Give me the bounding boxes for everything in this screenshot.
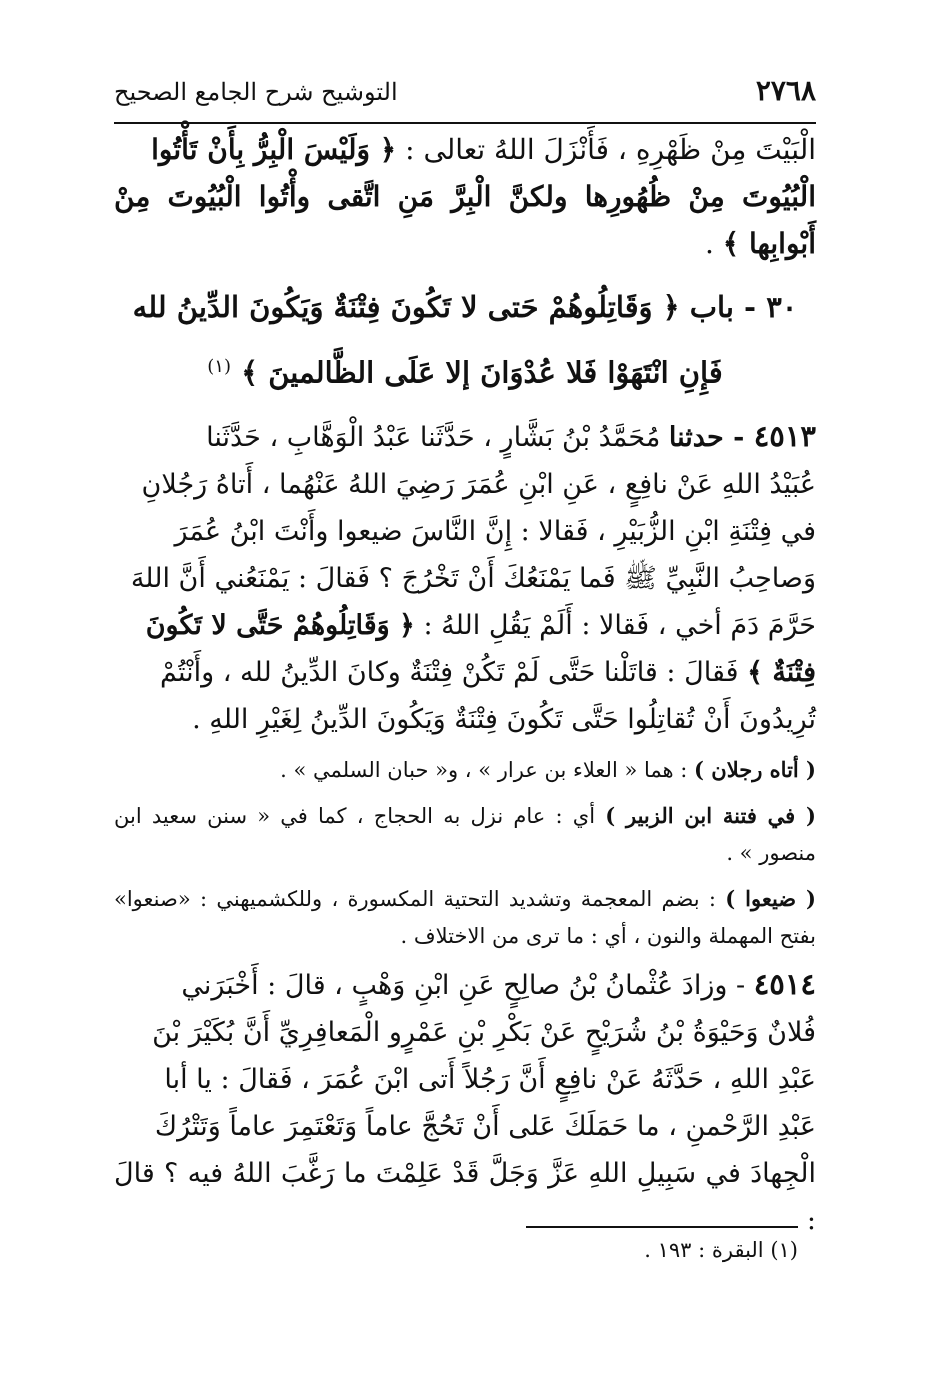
- quranic-verse: ﴿ وَلَيْسَ الْبِرُّ بِأَنْ تَأْتُوا: [151, 133, 397, 166]
- hadith-line: تُرِيدُونَ أَنْ تُقاتِلُوا حَتَّى تَكُونَ فِتْنَةٌ وَيَكُونَ الدِّينُ لِغَيْرِ اللهِ .: [192, 703, 816, 735]
- page-header: [114, 66, 816, 122]
- intro-line-2: الْبُيُوتَ مِنْ ظُهُورِها ولكنَّ الْبِرَّ مَنِ اتَّقى وأْتُوا الْبُيُوتَ مِنْ أَبْوابِها ﴾ .: [114, 180, 816, 260]
- commentary-keyword: ( أتاه رجلان ): [694, 756, 816, 782]
- commentary-note: ( في فتنة ابن الزبير ) أي : عام نزل به الحجاج ، كما في « سنن سعيد ابن منصور » .: [114, 802, 816, 865]
- hadith-4514: [114, 961, 816, 1244]
- hadith-line: الْجِهادَ في سَبِيلِ اللهِ عَزَّ وَجَلَّ قَدْ عَلِمْتَ ما رَغَّبَ اللهُ فيه ؟ قالَ :: [114, 1157, 816, 1236]
- footnote-divider: [526, 1226, 798, 1228]
- commentary-keyword: ( في فتنة ابن الزبير ): [605, 802, 816, 828]
- quranic-verse: فِتْنَةٌ ﴾: [747, 656, 816, 688]
- chapter-heading-line-2: فَإِنِ انْتَهَوْا فَلا عُدْوَانَ إلا عَلَى الظَّالمينَ ﴾ $^{(١)}$: [207, 355, 723, 390]
- hadith-line: ٤٥١٤ - وزادَ عُثْمانُ بْنُ صالِحٍ عَنِ ابْنِ وَهْبٍ ، قالَ : أَخْبَرَني: [181, 966, 816, 1001]
- commentary-note: ( أتاه رجلان ) : هما « العلاء بن عرار » ، و« حبان السلمي » .: [280, 756, 816, 782]
- hadith-line: وَصاحِبُ النَّبِيِّ ﷺ فَما يَمْنَعُكَ أَنْ تَخْرُجَ ؟ فَقالَ : يَمْنَعُني أَنَّ اللهَ: [130, 562, 816, 594]
- page-number: ٢٧٦٨: [755, 74, 816, 107]
- hadith-line: في فِتْنَةِ ابْنِ الزُّبَيْرِ ، فَقالا : إِنَّ النَّاسَ ضيعوا وأَنْتَ ابْنُ عُمَرَ: [174, 515, 816, 547]
- hadith-line: عَبْدِ اللهِ ، حَدَّثَهُ عَنْ نافِعٍ أَنَّ رَجُلاً أَتى ابْنَ عُمَرَ ، فَقالَ : يا أبا: [164, 1063, 816, 1095]
- hadith-number: ٤٥١٣: [753, 418, 816, 453]
- quranic-verse: الْبُيُوتَ مِنْ ظُهُورِها ولكنَّ الْبِرَّ مَنِ اتَّقى وأْتُوا الْبُيُوتَ مِنْ أَبْوابِها ﴾: [114, 180, 816, 260]
- hadith-line: فِتْنَةٌ ﴾ فَقالَ : قاتَلْنا حَتَّى لَمْ تَكُنْ فِتْنَةٌ وكانَ الدِّينُ لله ، وأَنْتُمْ: [160, 656, 816, 688]
- hadith-line: فُلانٌ وَحَيْوَةُ بْنُ شُرَيْحٍ عَنْ بَكْرِ بْنِ عَمْرٍو الْمَعافِرِيِّ أَنَّ بُكَيْرَ بْنَ: [152, 1016, 816, 1048]
- footnote: (١) البقرة : ١٩٣ .: [644, 1238, 798, 1262]
- hadith-line: حَرَّمَ دَمَ أخي ، فَقالا : أَلَمْ يَقُلِ اللهُ : ﴿ وَقَاتِلُوهُمْ حَتَّى لا تَكُونَ: [145, 609, 816, 641]
- chapter-heading-line-1: ٣٠ - باب ﴿ وَقَاتِلُوهُمْ حَتى لا تَكُونَ فِتْنَةٌ وَيَكُونَ الدِّينُ لله: [132, 290, 798, 324]
- quranic-verse: ﴿ وَقَاتِلُوهُمْ حَتَّى لا تَكُونَ: [145, 609, 415, 641]
- running-title: التوشيح شرح الجامع الصحيح: [114, 78, 398, 106]
- chapter-heading: [114, 277, 816, 403]
- hadith-line: عُبَيْدُ اللهِ عَنْ نافِعٍ ، عَنِ ابْنِ عُمَرَ رَضِيَ اللهُ عَنْهُما ، أَتاهُ رَجُلانِ: [141, 468, 816, 500]
- intro-line-1: الْبَيْتَ مِنْ ظَهْرِهِ ، فَأَنْزَلَ اللهُ تعالى : ﴿ وَلَيْسَ الْبِرُّ بِأَنْ تَأْتُوا: [151, 133, 816, 166]
- footnote-marker: (١): [207, 356, 231, 377]
- hadith-4513: [114, 413, 816, 743]
- header-divider: [114, 122, 816, 124]
- intro-paragraph: [114, 126, 816, 267]
- hadith-line: ٤٥١٣ - حدثنا مُحَمَّدُ بْنُ بَشَّارٍ ، حَدَّثَنا عَبْدُ الْوَهَّابِ ، حَدَّثَنا: [206, 418, 816, 453]
- commentary-keyword: ( ضيعوا ): [725, 885, 816, 911]
- hadith-line: عَبْدِ الرَّحْمنِ ، ما حَمَلَكَ عَلى أَنْ تَحُجَّ عاماً وَتَعْتَمِرَ عاماً وَتَتْرُكَ: [154, 1110, 816, 1142]
- hadith-number: ٤٥١٤: [753, 966, 816, 1001]
- commentary-note: ( ضيعوا ) : بضم المعجمة وتشديد التحتية المكسورة ، وللكشميهني : «صنعوا» بفتح المهملة والنون ، أي : ما ترى من الاختلاف .: [114, 885, 816, 948]
- page-body: [114, 126, 816, 1244]
- narration-lead: حدثنا: [668, 421, 724, 453]
